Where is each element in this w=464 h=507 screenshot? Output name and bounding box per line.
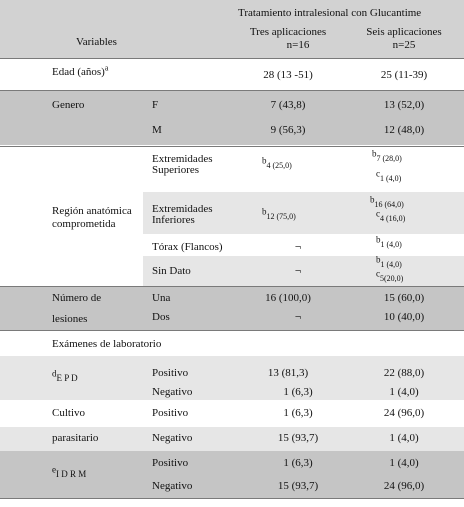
epd-positivo-three: 13 (81,3) bbox=[267, 367, 309, 379]
superiores-six-2 bbox=[376, 168, 402, 185]
genero-m-label: M bbox=[152, 124, 162, 136]
cultivo-label-line1: Cultivo bbox=[52, 407, 86, 419]
lesiones-dos-label: Dos bbox=[152, 311, 170, 323]
genero-f-three: 7 (43,8) bbox=[270, 99, 306, 111]
header-six-n: n=25 bbox=[392, 39, 416, 51]
inferiores-six-2 bbox=[376, 208, 406, 225]
superiores-three-mark: b bbox=[262, 155, 267, 166]
superiores-label-line2: Superiores bbox=[152, 164, 200, 176]
sindato-six-mark2: c bbox=[376, 268, 380, 279]
region-label-line2: comprometida bbox=[52, 218, 116, 230]
lesiones-una-three: 16 (100,0) bbox=[265, 292, 311, 304]
edad-label-text: Edad (años) bbox=[52, 66, 105, 78]
sindato-six-2 bbox=[376, 268, 404, 285]
cultivo-positivo-label: Positivo bbox=[152, 407, 189, 419]
torax-six-value: 1 (4,0) bbox=[380, 240, 402, 249]
lesiones-label-line2: lesiones bbox=[52, 313, 88, 325]
idrm-negativo-three: 15 (93,7) bbox=[277, 480, 319, 492]
lesiones-una-label: Una bbox=[152, 292, 171, 304]
inferiores-three-mark: b bbox=[262, 206, 267, 217]
epd-negativo-three: 1 (6,3) bbox=[283, 386, 313, 398]
epd-positivo-six: 22 (88,0) bbox=[383, 367, 425, 379]
idrm-label-text: I D R M bbox=[56, 469, 87, 479]
epd-mark: d bbox=[52, 368, 57, 379]
genero-label: Genero bbox=[52, 99, 85, 111]
header-group-title: Tratamiento intralesional con Glucantime bbox=[238, 7, 422, 19]
cultivo-negativo-six: 1 (4,0) bbox=[389, 432, 419, 444]
table-bottom-rule bbox=[0, 498, 464, 499]
genero-m-six: 12 (48,0) bbox=[383, 124, 425, 136]
idrm-negativo-label: Negativo bbox=[152, 480, 193, 492]
torax-three: ¬ bbox=[294, 241, 302, 253]
examenes-label: Exámenes de laboratorio bbox=[52, 338, 162, 350]
cultivo-negativo-label: Negativo bbox=[152, 432, 193, 444]
sindato-six-value2: 5(20,0) bbox=[380, 274, 404, 283]
sindato-three: ¬ bbox=[294, 265, 302, 277]
header-variables: Variables bbox=[76, 36, 117, 48]
epd-label bbox=[52, 368, 78, 385]
superiores-six-1 bbox=[372, 148, 402, 165]
sindato-label: Sin Dato bbox=[152, 265, 191, 277]
genero-f-label: F bbox=[152, 99, 159, 111]
edad-six: 25 (11-39) bbox=[380, 69, 428, 81]
superiores-six-value1: 7 (28,0) bbox=[376, 154, 402, 163]
lesiones-bottom-rule bbox=[0, 330, 464, 331]
idrm-label bbox=[52, 464, 87, 481]
idrm-positivo-three: 1 (6,3) bbox=[283, 457, 313, 469]
inferiores-label-line2: Inferiores bbox=[152, 214, 195, 226]
header-three-applications: Tres aplicaciones bbox=[249, 26, 327, 38]
inferiores-six-value2: 4 (16,0) bbox=[380, 214, 406, 223]
superiores-three-value: 4 (25,0) bbox=[266, 161, 292, 170]
torax-six bbox=[376, 234, 402, 251]
cultivo-label-line2: parasitario bbox=[52, 432, 99, 444]
inferiores-six-mark2: c bbox=[376, 208, 380, 219]
lesiones-dos-six: 10 (40,0) bbox=[383, 311, 425, 323]
superiores-six-mark1: b bbox=[372, 148, 377, 159]
torax-six-mark: b bbox=[376, 234, 381, 245]
genero-f-six: 13 (52,0) bbox=[383, 99, 425, 111]
cultivo-positivo-three: 1 (6,3) bbox=[283, 407, 313, 419]
genero-bottom-rule bbox=[0, 146, 464, 147]
lesiones-una-six: 15 (60,0) bbox=[383, 292, 425, 304]
lesiones-dos-three: ¬ bbox=[294, 311, 302, 323]
inferiores-six-mark1: b bbox=[370, 194, 375, 205]
edad-three: 28 (13 -51) bbox=[263, 69, 313, 81]
header-bottom-rule bbox=[0, 58, 464, 59]
header-three-n: n=16 bbox=[286, 39, 310, 51]
idrm-positivo-six: 1 (4,0) bbox=[389, 457, 419, 469]
superiores-six-value2: 1 (4,0) bbox=[380, 174, 402, 183]
inferiores-six-value1: 16 (64,0) bbox=[374, 200, 404, 209]
torax-label: Tórax (Flancos) bbox=[152, 241, 223, 253]
idrm-negativo-six: 24 (96,0) bbox=[383, 480, 425, 492]
lesiones-label-line1: Número de bbox=[52, 292, 102, 304]
header-six-applications: Seis aplicaciones bbox=[366, 26, 442, 38]
edad-label bbox=[52, 63, 109, 79]
superiores-three bbox=[262, 155, 292, 172]
epd-negativo-six: 1 (4,0) bbox=[389, 386, 419, 398]
epd-positivo-label: Positivo bbox=[152, 367, 189, 379]
sindato-six-value1: 1 (4,0) bbox=[380, 260, 402, 269]
inferiores-label-line1: Extremidades bbox=[152, 203, 213, 215]
region-bottom-rule bbox=[0, 286, 464, 287]
inferiores-three-value: 12 (75,0) bbox=[266, 212, 296, 221]
epd-negativo-label: Negativo bbox=[152, 386, 193, 398]
cultivo-negativo-three: 15 (93,7) bbox=[277, 432, 319, 444]
epd-label-text: E P D bbox=[56, 373, 78, 383]
genero-m-three: 9 (56,3) bbox=[270, 124, 306, 136]
cultivo-positivo-six: 24 (96,0) bbox=[383, 407, 425, 419]
superiores-label-line1: Extremidades bbox=[152, 153, 213, 165]
region-label-line1: Región anatómica bbox=[52, 205, 132, 217]
superiores-six-mark2: c bbox=[376, 168, 380, 179]
edad-bottom-rule bbox=[0, 90, 464, 91]
sindato-six-mark1: b bbox=[376, 254, 381, 265]
edad-footnote-mark: a bbox=[104, 63, 109, 73]
idrm-mark: e bbox=[52, 464, 56, 475]
inferiores-three bbox=[262, 206, 296, 223]
idrm-positivo-label: Positivo bbox=[152, 457, 189, 469]
